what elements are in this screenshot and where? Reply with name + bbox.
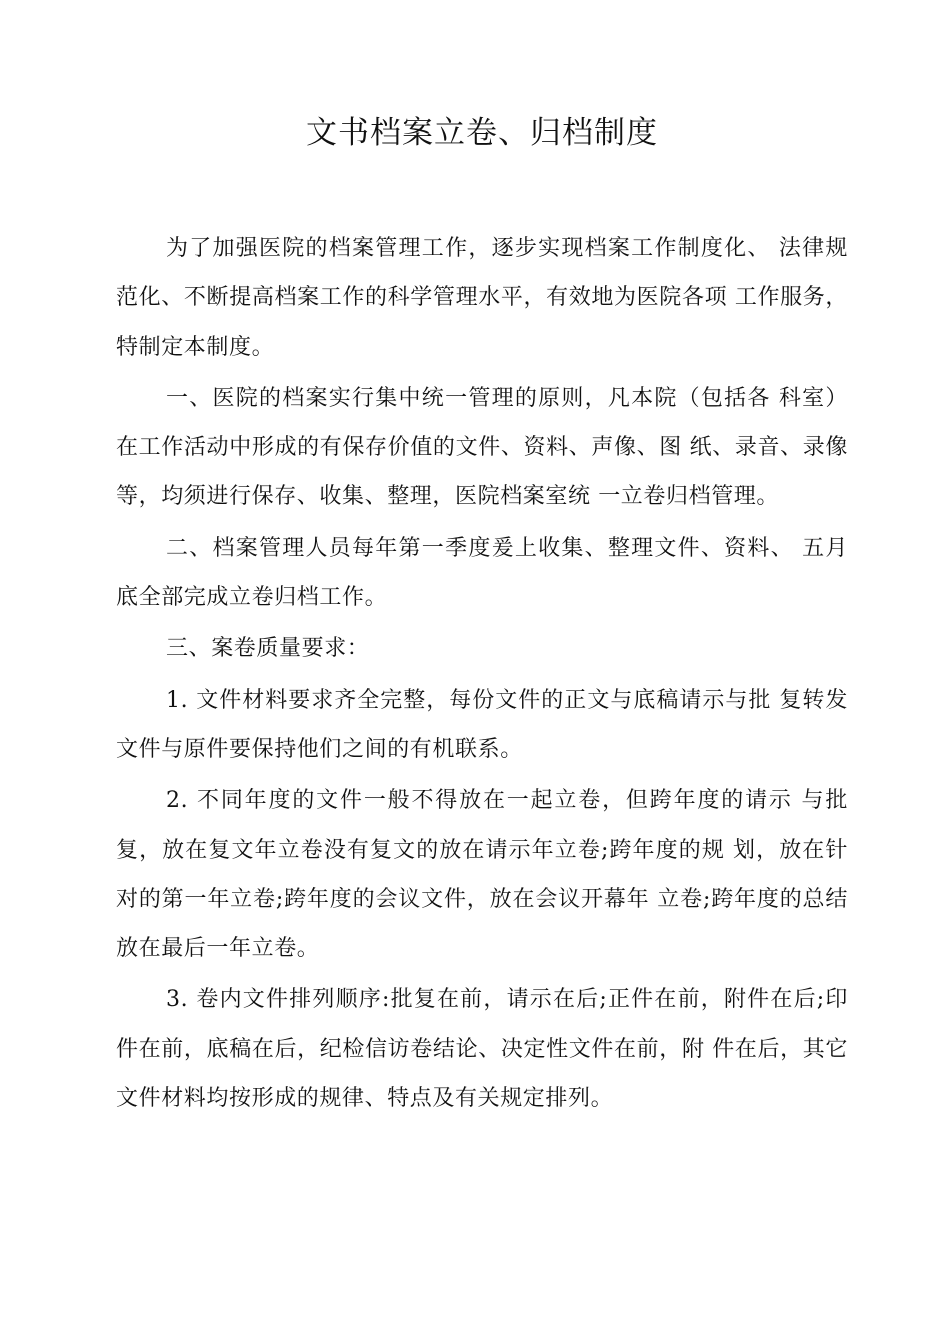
- clause-2-paragraph: 二、档案管理人员每年第一季度爰上收集、整理文件、资料、 五月底全部完成立卷归档工作。: [116, 535, 848, 611]
- document-title: 文书档案立卷、归档制度: [306, 115, 658, 151]
- document-body: [116, 224, 848, 1125]
- intro-paragraph: 为了加强医院的档案管理工作，逐步实现档案工作制度化、 法律规范化、不断提高档案工作的科学管理水平，有效地为医院各项 工作服务，特制定本制度。: [116, 236, 848, 360]
- requirement-1-paragraph: 1. 文件材料要求齐全完整，每份文件的正文与底稿请示与批 复转发文件与原件要保持他们之间的有机联系。: [116, 687, 848, 762]
- requirement-2-paragraph: 2. 不同年度的文件一般不得放在一起立卷，但跨年度的请示 与批复，放在复文年立卷没有复文的放在请示年立卷;跨年度的规 划，放在针对的第一年立卷;跨年度的会议文件，放在会议开幕年 立卷;跨年度的总结放在最后一年立卷。: [116, 788, 848, 962]
- clause-3-heading: 三、案卷质量要求：: [166, 636, 370, 662]
- clause-1-paragraph: 一、医院的档案实行集中统一管理的原则，凡本院（包括各 科室）在工作活动中形成的有保存价值的文件、资料、声像、图 纸、录音、录像等，均须进行保存、收集、整理，医院档案室统 一立卷归档管理。: [116, 385, 848, 510]
- requirement-3-paragraph: 3. 卷内文件排列顺序:批复在前，请示在后;正件在前，附件在后;印件在前，底稿在后，纪检信访卷结论、决定性文件在前，附 件在后，其它文件材料均按形成的规律、特点及有关规定排列。: [116, 987, 848, 1112]
